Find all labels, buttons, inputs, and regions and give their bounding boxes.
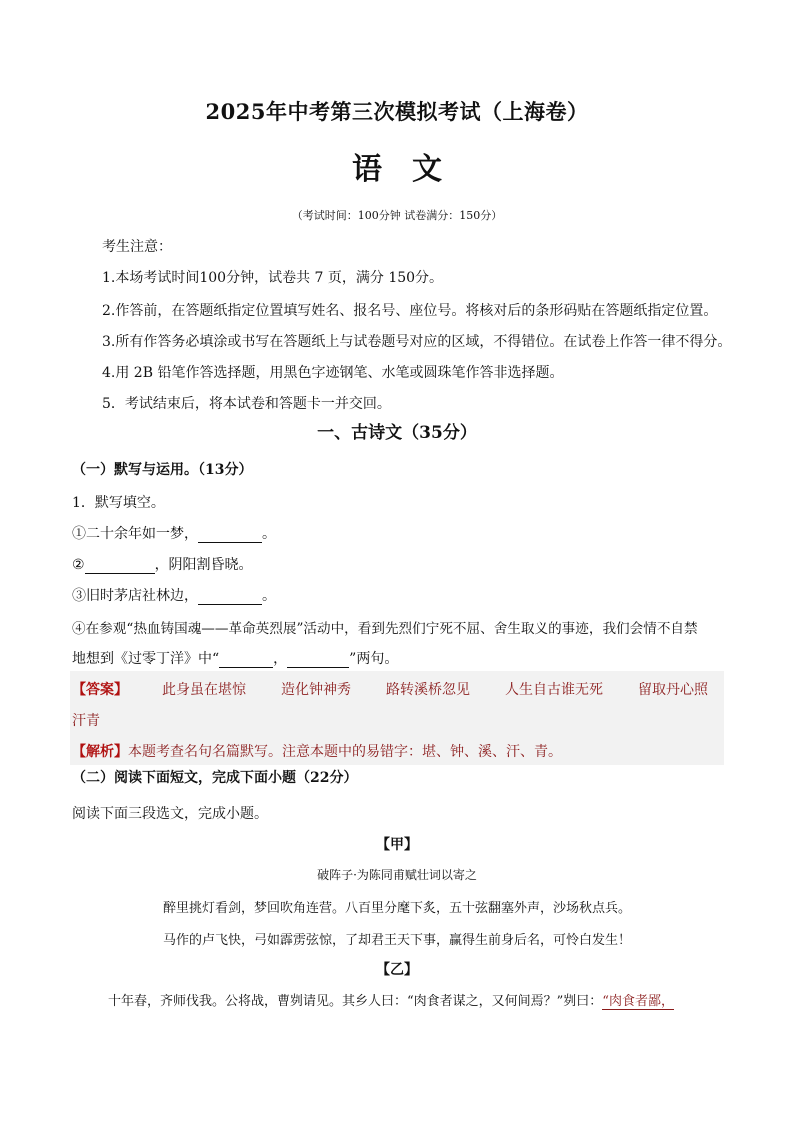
notice-item-3: 3.所有作答务必填涂或书写在答题纸上与试卷题号对应的区域，不得错位。在试卷上作答一律不得分。	[102, 334, 732, 350]
yi-line-1-underlined: “肉食者鄙，	[602, 994, 674, 1009]
q1b-text: ②	[72, 557, 85, 573]
yi-line-1	[108, 990, 674, 1009]
answer-blank	[85, 559, 155, 574]
part2-intro: 阅读下面三段选文，完成小题。	[72, 806, 268, 822]
answer-item-2: 造化钟神秀	[281, 682, 351, 698]
notice-item-2: 2.作答前，在答题纸指定位置填写姓名、报名号、座位号。将核对后的条形码贴在答题纸指定位置。	[102, 303, 718, 319]
jia-label: 【甲】	[376, 837, 418, 853]
question-1-c	[72, 585, 276, 605]
notice-item-1: 1.本场考试时间100分钟，试卷共 7 页，满分 150分。	[102, 270, 444, 286]
question-1-stem: 1．默写填空。	[72, 495, 165, 511]
question-1-d-line2	[72, 648, 398, 668]
answer-blank	[198, 590, 262, 605]
yi-line-1-text: 十年春，齐师伐我。公将战，曹刿请见。其乡人曰：“肉食者谋之，又何间焉？”刿曰：	[108, 994, 603, 1009]
answer-item-4: 人生自古谁无死	[505, 682, 603, 698]
q1a-text: ①二十余年如一梦，	[72, 526, 198, 542]
notice-item-4: 4.用 2B 铅笔作答选择题，用黑色字迹钢笔、水笔或圆珠笔作答非选择题。	[102, 365, 564, 381]
q1c-end: 。	[262, 588, 276, 604]
answer-item-1: 此身虽在堪惊	[162, 682, 246, 698]
answer-item-5: 留取丹心照	[638, 682, 708, 698]
poem-title: 破阵子·为陈同甫赋壮词以寄之	[317, 868, 477, 882]
answer-blank	[287, 653, 349, 668]
answer-blank	[219, 653, 273, 668]
q1a-end: 。	[262, 526, 276, 542]
answer-item-3: 路转溪桥忽见	[386, 682, 470, 698]
question-1-a	[72, 523, 276, 543]
exam-title: 2025年中考第三次模拟考试（上海卷）	[205, 99, 589, 124]
q1b-end: ，阴阳割昏晓。	[154, 557, 253, 573]
q1d-text: 地想到《过零丁洋》中“	[72, 651, 220, 667]
q1d-comma: ，	[273, 651, 288, 667]
q1c-text: ③旧时茅店社林边，	[72, 588, 198, 604]
part2-title: （二）阅读下面短文，完成下面小题（22分）	[72, 770, 358, 786]
analysis	[72, 741, 562, 761]
subject-title: 语文	[352, 152, 472, 187]
part1-title: （一）默写与运用。（13分）	[72, 462, 253, 478]
yi-label: 【乙】	[376, 962, 418, 978]
question-1-b	[72, 554, 253, 574]
poem-line-2: 马作的卢飞快，弓如霹雳弦惊，了却君王天下事，赢得生前身后名，可怜白发生！	[162, 933, 631, 948]
q1d-end: ”两句。	[349, 651, 399, 667]
question-1-d-line1: ④在参观“热血铸国魂——革命英烈展”活动中，看到先烈们宁死不屈、舍生取义的事迹，我们会情不自禁	[72, 621, 698, 637]
notice-item-5: 5．考试结束后，将本试卷和答题卡一并交回。	[102, 396, 391, 412]
answer-blank	[198, 528, 262, 543]
answer-item-5-wrap: 汗青	[72, 713, 100, 729]
analysis-label: 【解析】	[72, 744, 128, 760]
notice-heading: 考生注意：	[102, 239, 172, 255]
poem-line-1: 醉里挑灯看剑，梦回吹角连营。八百里分麾下炙，五十弦翻塞外声，沙场秋点兵。	[162, 901, 631, 916]
section-title: 一、古诗文（35分）	[317, 423, 477, 443]
time-info: （考试时间：100分钟 试卷满分：150分）	[291, 209, 503, 222]
analysis-text: 本题考查名句名篇默写。注意本题中的易错字：堪、钟、溪、汗、青。	[128, 744, 562, 760]
answer-label: 【答案】	[72, 682, 128, 698]
